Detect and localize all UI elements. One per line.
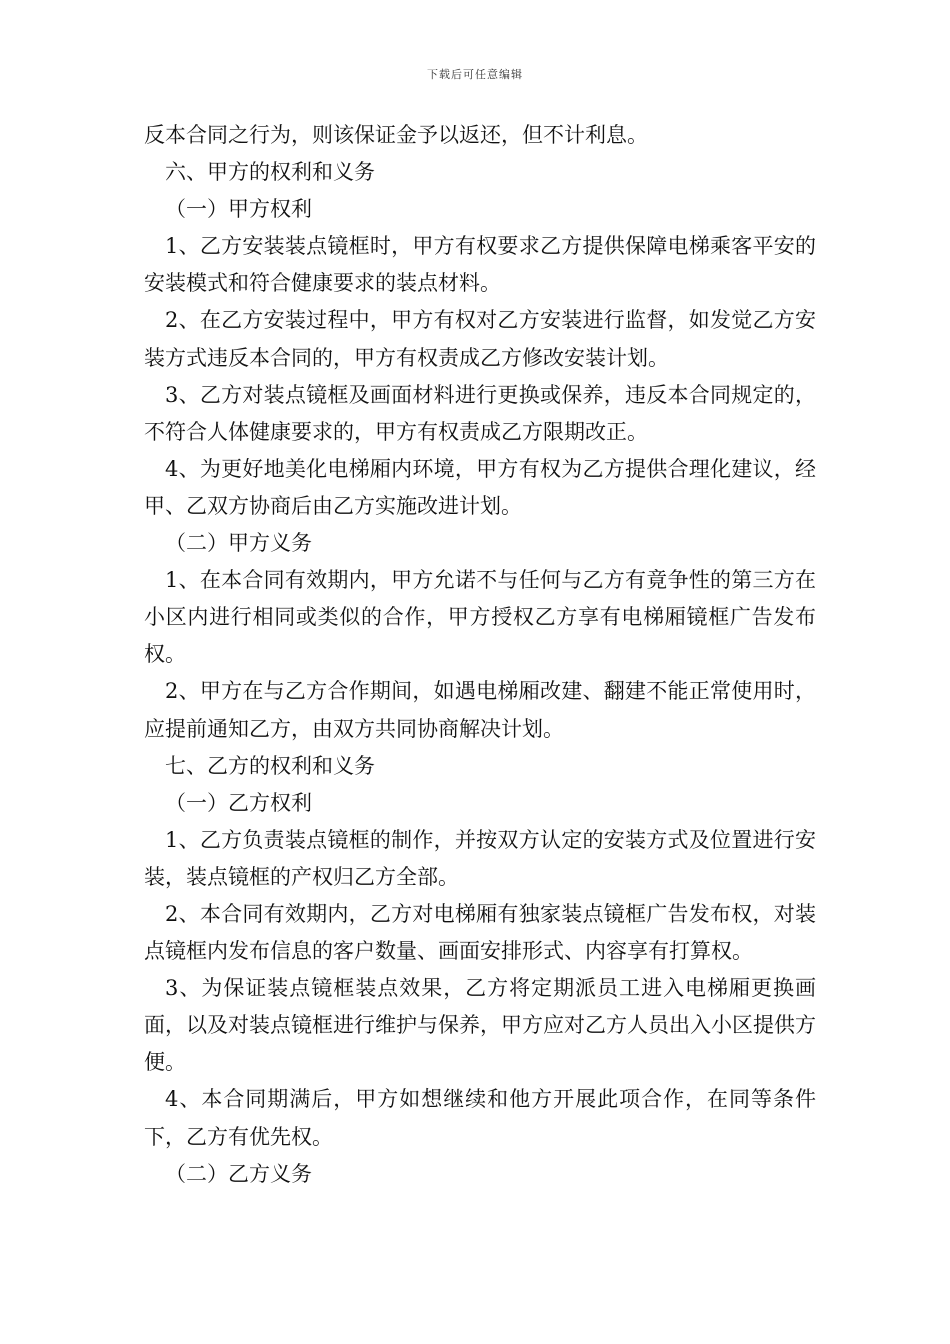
document-body <box>144 117 816 1193</box>
clause-b-rights-2: 2、本合同有效期内，乙方对电梯厢有独家装点镜框广告发布权，对装点镜框内发布信息的客户数量、画面安排形式、内容享有打算权。 <box>144 901 816 964</box>
clause-b-rights-3: 3、为保证装点镜框装点效果，乙方将定期派员工进入电梯厢更换画面，以及对装点镜框进行维护与保养，甲方应对乙方人员出入小区提供方便。 <box>144 976 816 1075</box>
section-heading-7: 七、乙方的权利和义务 <box>165 753 375 778</box>
subsection-heading-party-a-obligations: （二）甲方义务 <box>165 531 312 556</box>
clause-a-rights-2: 2、在乙方安装过程中，甲方有权对乙方安装进行监督，如发觉乙方安装方式违反本合同的，甲方有权责成乙方修改安装计划。 <box>144 308 816 370</box>
clause-a-obligations-1: 1、在本合同有效期内，甲方允诺不与任何与乙方有竟争性的第三方在小区内进行相同或类似的合作，甲方授权乙方享有电梯厢镜框广告发布权。 <box>144 568 816 667</box>
clause-a-rights-3: 3、乙方对装点镜框及画面材料进行更换或保养，违反本合同规定的，不符合人体健康要求的，甲方有权责成乙方限期改正。 <box>144 382 816 444</box>
subsection-heading-party-a-rights: （一）甲方权利 <box>165 197 312 222</box>
clause-b-rights-1: 1、乙方负责装点镜框的制作，并按双方认定的安装方式及位置进行安装，装点镜框的产权归乙方全部。 <box>144 827 816 889</box>
clause-b-rights-4: 4、本合同期满后，甲方如想继续和他方开展此项合作，在同等条件下，乙方有优先权。 <box>144 1087 816 1149</box>
clause-a-rights-1: 1、乙方安装装点镜框时，甲方有权要求乙方提供保障电梯乘客平安的安装模式和符合健康要求的装点材料。 <box>144 234 816 296</box>
clause-a-rights-4: 4、为更好地美化电梯厢内环境，甲方有权为乙方提供合理化建议，经甲、乙双方协商后由乙方实施改进计划。 <box>144 456 816 518</box>
subsection-heading-party-b-rights: （一）乙方权利 <box>165 790 312 815</box>
clause-a-obligations-2: 2、甲方在与乙方合作期间，如遇电梯厢改建、翻建不能正常使用时，应提前通知乙方，由双方共同协商解决计划。 <box>144 679 816 741</box>
paragraph-continuation: 反本合同之行为，则该保证金予以返还，但不计利息。 <box>144 123 648 147</box>
subsection-heading-party-b-obligations: （二）乙方义务 <box>165 1161 312 1186</box>
section-heading-6: 六、甲方的权利和义务 <box>165 160 375 185</box>
page-header-note: 下载后可任意编辑 <box>427 68 523 81</box>
